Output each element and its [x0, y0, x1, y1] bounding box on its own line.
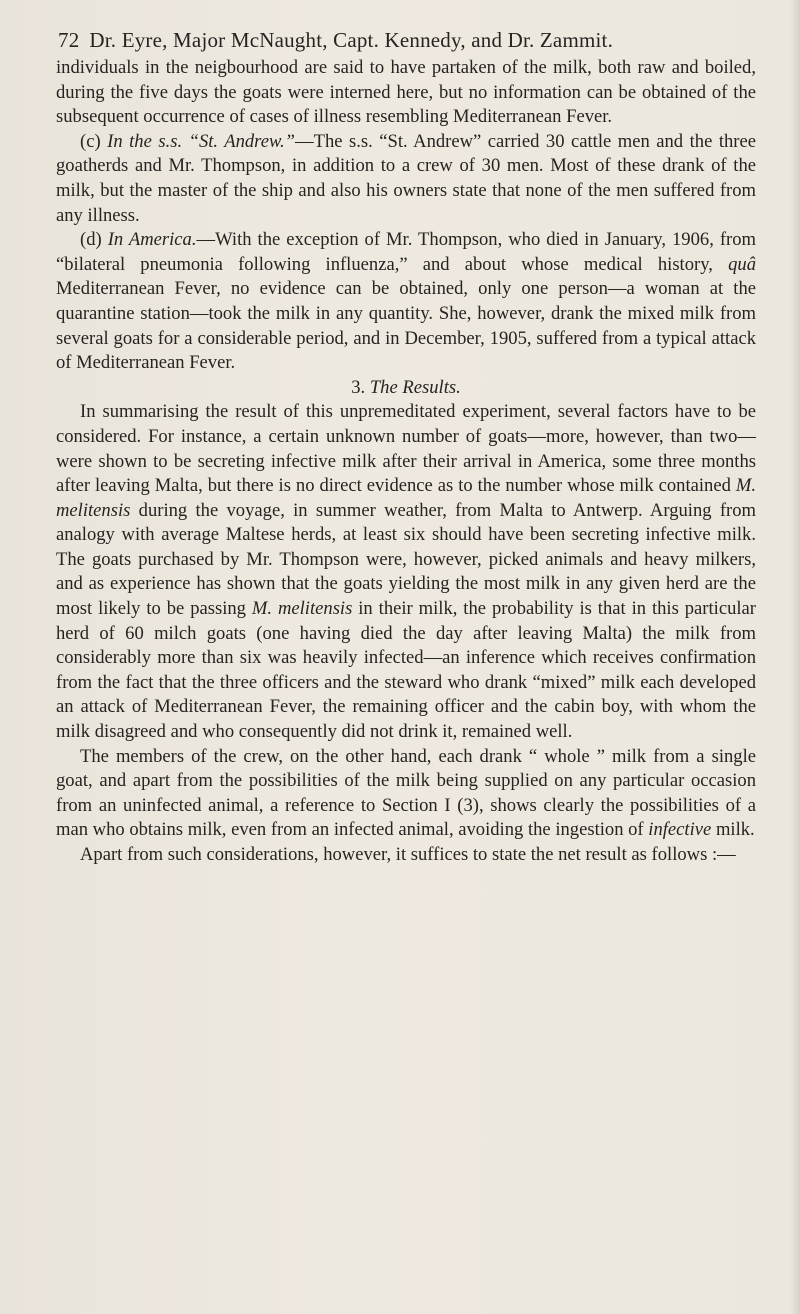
subheading-america: In America. — [107, 229, 197, 251]
paragraph-1-text: individuals in the neigbourhood are said to have partaken of the milk, both raw and boiled, during the five days the goats were interned here, but no information can be obtained of the subsequent occurrence of cases of illness resembling Mediterranean Fever. — [56, 57, 756, 128]
paragraph-c-text: —The s.s. “St. Andrew” carried 30 cattle men and the three goatherds and Mr. Thompson, in addition to a crew of 30 men. Most of these drank of the milk, but the master of the ship and also his owners state that none of the men suffered from any illness. — [56, 130, 756, 226]
paragraph-net-result-text: Apart from such considerations, however, it suffices to state the net result as follows :— — [80, 844, 736, 865]
section-number: 3. — [351, 376, 366, 398]
paragraph-c-st-andrew — [56, 130, 756, 228]
page-edge-shadow — [790, 0, 800, 1314]
item-label-d: (d) — [80, 229, 102, 251]
page-number: 72 — [58, 28, 80, 52]
paragraph-results-text-a: In summarising the result of this unpremeditated experiment, several factors have to be considered. For instance, a certain unknown number of goats—more, however, than two—were shown to be secreting infective milk after their arrival in America, some three months after leaving Malta, but there is no direct evidence as to the number whose milk contained — [56, 401, 756, 497]
paragraph-crew — [56, 745, 756, 843]
paragraph-results-text-b: during the voyage, in summer weather, from Malta to Antwerp. Arguing from analogy with average Maltese herds, at least six should have been secreting infective milk. The goats purchased by Mr. Thompson were, however, picked animals and heavy milkers, and as experience has shown that the goats yielding the most milk in any given herd are the most likely to be passing — [56, 499, 756, 620]
species-name-1: M. melitensis — [56, 475, 756, 521]
running-header — [58, 28, 758, 53]
item-label-c: (c) — [80, 130, 101, 152]
paragraph-results-text-c: in their milk, the probability is that in this particular herd of 60 milch goats (one having died the day after leaving Malta) the milk from considerably more than six was heavily infected—an inference which receives confirmation from the fact that the three officers and the steward who drank “mixed” milk each developed an attack of Mediterranean Fever, the remaining officer and the cabin boy, with whom the milk disagreed and who consequently did not drink it, remained well. — [56, 598, 756, 743]
italic-infective: infective — [648, 819, 712, 841]
section-title: The Results. — [369, 376, 461, 398]
italic-qua: quâ — [728, 253, 756, 275]
paragraph-d-text-a: —With the exception of Mr. Thompson, who died in January, 1906, from “bilateral pneumonia following influenza,” and about whose medical history, — [56, 229, 756, 275]
paragraph-net-result — [56, 843, 756, 868]
subheading-st-andrew: In the s.s. “St. Andrew.” — [107, 130, 295, 152]
species-name-2: M. melitensis — [251, 598, 353, 620]
paragraph-crew-text-b: milk. — [715, 819, 755, 841]
body-text — [56, 56, 756, 868]
paragraph-d-america — [56, 228, 756, 376]
running-title: Dr. Eyre, Major McNaught, Capt. Kennedy, and Dr. Zammit. — [89, 28, 614, 52]
paragraph-crew-text-a: The members of the crew, on the other hand, each drank “ whole ” milk from a single goat, and apart from the possibilities of the milk being supplied on any particular occasion from an uninfected animal, a reference to Section I (3), shows clearly the possibilities of a man who obtains milk, even from an infected animal, avoiding the ingestion of — [56, 745, 756, 841]
paragraph-results — [56, 400, 756, 744]
paragraph-1 — [56, 56, 756, 130]
paragraph-d-text-b: Mediterranean Fever, no evidence can be obtained, only one person—a woman at the quarantine station—took the milk in any quantity. She, however, drank the mixed milk from several goats for a considerable period, and in December, 1905, suffered from a typical attack of Mediterranean Fever. — [56, 278, 756, 374]
section-heading — [56, 376, 756, 401]
